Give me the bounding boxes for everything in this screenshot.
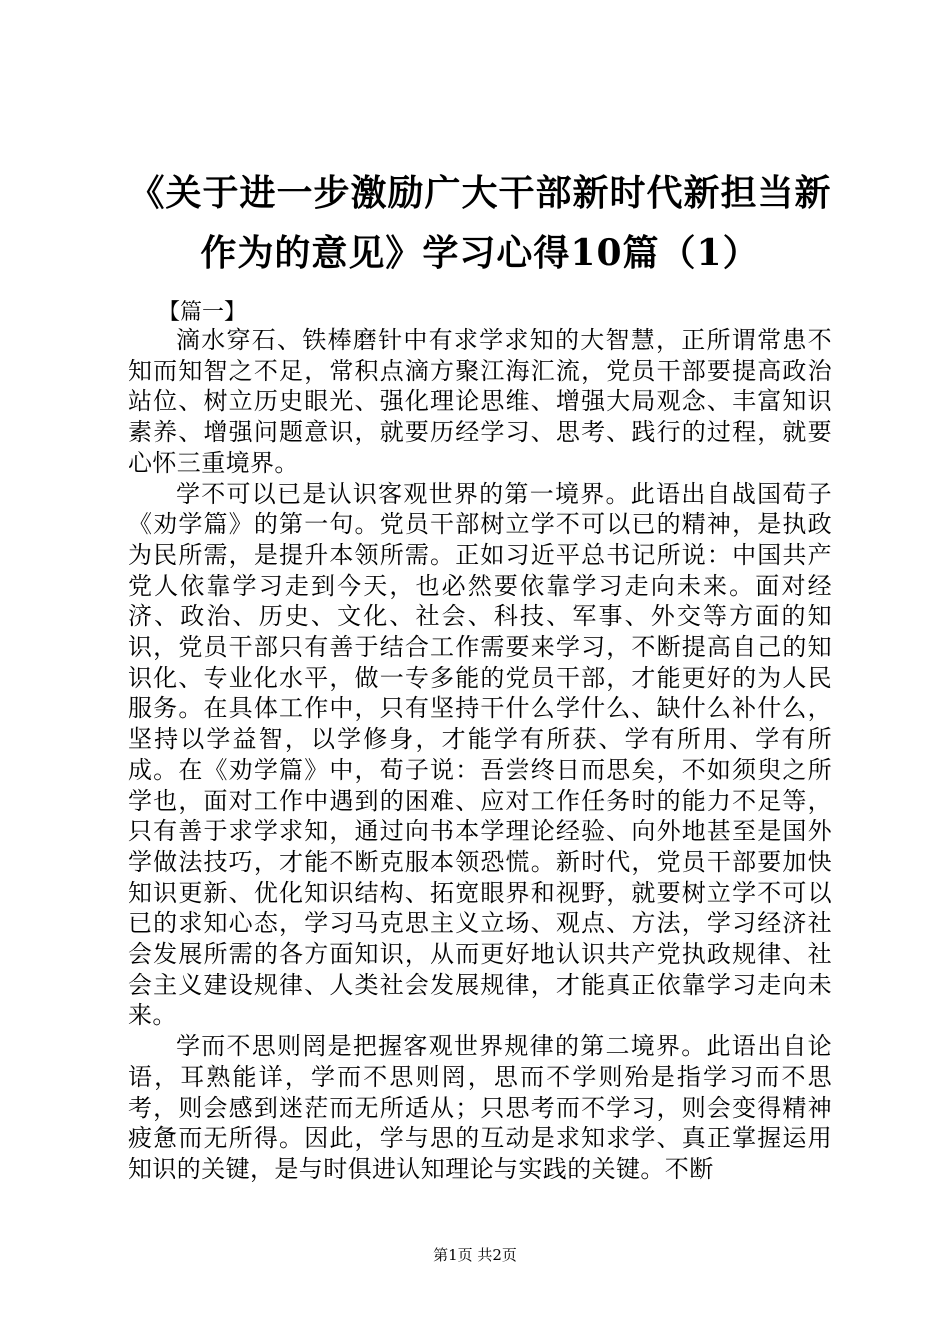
paragraph-3: 学而不思则罔是把握客观世界规律的第二境界。此语出自论语，耳熟能详，学而不思则罔，思而不学则殆是指学习而不思考，则会感到迷茫而无所适从；只思考而不学习，则会变得精神疲惫而无所得。因此，学与思的互动是求知求学、真正掌握运用知识的关键，是与时俱进认知理论与实践的关键。不断 — [128, 1032, 832, 1183]
paragraph-1: 滴水穿石、铁棒磨针中有求学求知的大智慧，正所谓常患不知而知智之不足，常积点滴方聚江海汇流，党员干部要提高政治站位、树立历史眼光、强化理论思维、增强大局观念、丰富知识素养、增强问题意识，就要历经学习、思考、践行的过程，就要心怀三重境界。 — [128, 326, 832, 477]
document-title: 《关于进一步激励广大干部新时代新担当新作为的意见》学习心得10篇（1） — [128, 172, 832, 274]
section-label: 【篇一】 — [158, 300, 247, 325]
page-footer: 第1页 共2页 — [433, 1246, 517, 1264]
document-body — [128, 325, 832, 1185]
paragraph-2: 学不可以已是认识客观世界的第一境界。此语出自战国荀子《劝学篇》的第一句。党员干部树立学不可以已的精神，是执政为民所需，是提升本领所需。正如习近平总书记所说：中国共产党人依靠学习走到今天，也必然要依靠学习走向未来。面对经济、政治、历史、文化、社会、科技、军事、外交等方面的知识，党员干部只有善于结合工作需要来学习，不断提高自己的知识化、专业化水平，做一专多能的党员干部，才能更好的为人民服务。在具体工作中，只有坚持干什么学什么、缺什么补什么，坚持以学益智，以学修身，才能学有所获、学有所用、学有所成。在《劝学篇》中，荀子说：吾尝终日而思矣，不如须臾之所学也，面对工作中遇到的困难、应对工作任务时的能力不足等，只有善于求学求知，通过向书本学理论经验、向外地甚至是国外学做法技巧，才能不断克服本领恐慌。新时代，党员干部要加快知识更新、优化知识结构、拓宽眼界和视野，就要树立学不可以已的求知心态，学习马克思主义立场、观点、方法，学习经济社会发展所需的各方面知识，从而更好地认识共产党执政规律、社会主义建设规律、人类社会发展规律，才能真正依靠学习走向未来。 — [128, 479, 832, 1030]
